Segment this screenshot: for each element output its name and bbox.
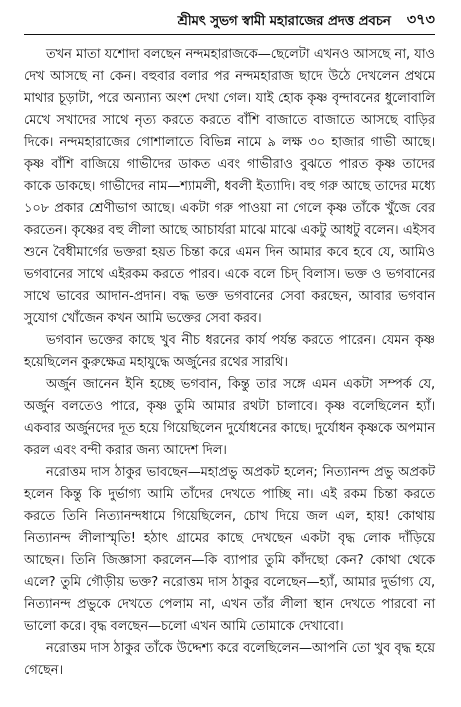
paragraph: অর্জুন জানেন ইনি হচ্ছে ভগবান, কিন্তু তার সঙ্গে এমন একটা সম্পর্ক যে, অর্জুন বলতেও পারে, কৃষ্ণ তুমি আমার রথটা চালাবে। কৃষ্ণ বলেছিলেন হ্যাঁ। একবার অর্জুনদের দূত হয়ে গিয়েছিলেন দুর্যোধনের কাছে। দুর্যোধন কৃষ্ণকে অপমান করল এবং বন্দী করার জন্য আদেশ দিল। <box>24 377 435 458</box>
running-title: শ্রীমৎ সুভগ স্বামী মহারাজের প্রদত্ত প্রবচন <box>177 12 391 29</box>
paragraph: তখন মাতা যশোদা বলছেন নন্দমহারাজকে—ছেলেটা এখনও আসছে না, যাও দেখ আসছে না কেন। বহুবার বলার পর নন্দমহারাজ ছাদে উঠে দেখলেন প্রথমে মাথার চূড়াটা, পরে অন্যান্য অংশ দেখা গেল। যাই হোক কৃষ্ণ বৃন্দাবনের ধুলোবালি মেখে সখাদের সাথে নৃত্য করতে করতে বাঁশি বাজাতে বাজাতে আসছে বাড়ির দিকে। নন্দমহারাজের গোশালাতে বিভিন্ন নামে ৯ লক্ষ ৩০ হাজার গাভী আছে। কৃষ্ণ বাঁশি বাজিয়ে গাভীদের ডাকত এবং গাভীরাও বুঝতে পারত কৃষ্ণ তাদের কাকে ডাকছে। গাভীদের নাম—শ্যামলী, ধবলী ইত্যাদি। বহু গরু আছে তাদের মধ্যে ১০৮ প্রকার শ্রেণীভাগ আছে। একটা গরু পাওয়া না গেলে কৃষ্ণ তাঁকে খুঁজে বের করতেন। কৃষ্ণের বহু লীলা আছে আচার্যরা মাঝে মাঝে একটু আধটু বলেন। এইসব শুনে বৈধীমার্গের ভক্তরা হয়ত চিন্তা করে এমন দিন আমার কবে হবে যে, আমিও ভগবানের সাথে এইরকম করতে পারব। একে বলে চিদ্ বিলাস। ভক্ত ও ভগবানের সাথে ভাবের আদান-প্রদান। বদ্ধ ভক্ত ভগবানের সেবা করছেন, আবার ভগবান সুযোগ খোঁজেন কখন আমি ভক্তের সেবা করব। <box>24 47 435 326</box>
page-header <box>24 8 435 35</box>
paragraph: নরোত্তম দাস ঠাকুর তাঁকে উদ্দেশ্য করে বলেছিলেন—আপনি তো খুব বৃদ্ধ হয়ে গেছেন। <box>24 641 435 678</box>
page-body <box>24 44 435 682</box>
paragraph: ভগবান ভক্তের কাছে খুব নীচ ধরনের কার্য পর্যন্ত করতে পারেন। যেমন কৃষ্ণ হয়েছিলেন কুরুক্ষেত্র মহাযুদ্ধে অর্জুনের রথের সারথি। <box>24 333 435 370</box>
page-number: ৩৭৩ <box>406 12 435 28</box>
paragraph: নরোত্তম দাস ঠাকুর ভাবছেন—মহাপ্রভু অপ্রকট হলেন; নিত্যানন্দ প্রভু অপ্রকট হলেন কিন্তু কি দুর্ভাগ্য আমি তাঁদের দেখতে পাচ্ছি না। এই রকম চিন্তা করতে করতে তিনি নিত্যানন্দধামে গিয়েছিলেন, চোখ দিয়ে জল এল, হায়! কোথায় নিত্যানন্দ লীলাস্মৃতি! হঠাৎ গ্রামের কাছে দেখছেন একটা বৃদ্ধ লোক দাঁড়িয়ে আছেন। তিনি জিজ্ঞাসা করলেন—কি ব্যাপার তুমি কাঁদছো কেন? কোথা থেকে এলে? তুমি গৌড়ীয় ভক্ত? নরোত্তম দাস ঠাকুর বলেছেন—হ্যাঁ, আমার দুর্ভাগ্য যে, নিত্যানন্দ প্রভুকে দেখতে পেলাম না, এখন তাঁর লীলা স্থান দেখতে পারবো না ভালো করে। বৃদ্ধ বলছেন—চলো এখন আমি তোমাকে দেখাবো। <box>24 465 435 634</box>
